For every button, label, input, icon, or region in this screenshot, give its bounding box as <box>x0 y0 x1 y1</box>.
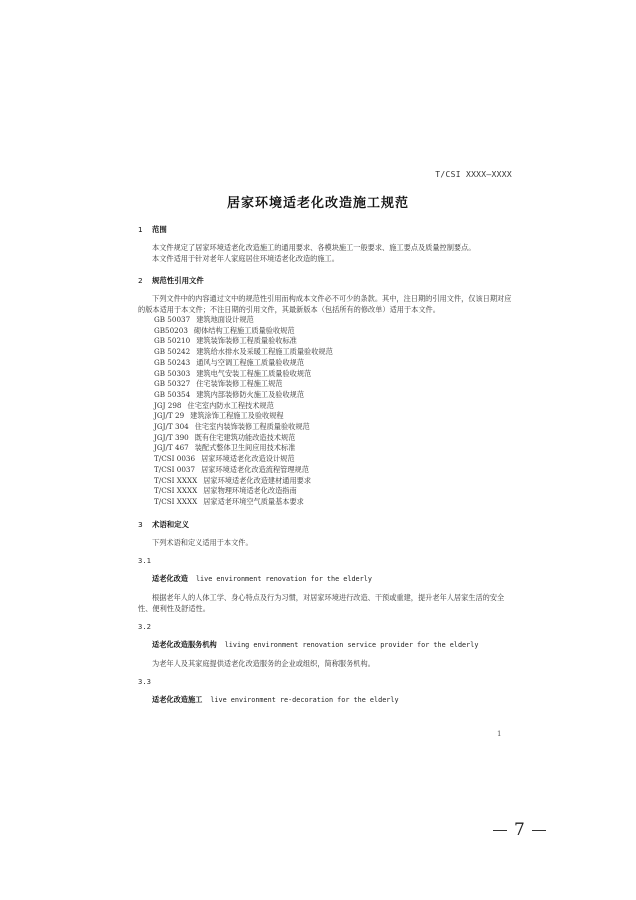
reference-name: 居家环境适老化改造流程管理规范 <box>201 464 309 474</box>
scope-paragraph-2: 本文件适用于针对老年人家庭居住环境适老化改造的施工。 <box>152 254 339 263</box>
reference-name: 建筑装饰装修工程质量验收标准 <box>196 336 297 346</box>
reference-name: 建筑地面设计规范 <box>196 315 254 324</box>
reference-item <box>154 465 516 476</box>
term-entry <box>152 639 516 651</box>
term-definition: 为老年人及其家庭提供适老化改造服务的企业或组织，简称服务机构。 <box>152 658 375 668</box>
reference-name: 住宅室内防水工程技术规范 <box>187 400 274 410</box>
reference-name: 既有住宅建筑功能改造技术规范 <box>194 432 296 442</box>
term-entry <box>152 573 516 585</box>
term-zh: 适老化改造 <box>152 573 188 583</box>
reference-item <box>154 315 516 326</box>
reference-item <box>154 379 516 390</box>
reference-name: 居家环境适老化改造建材通用要求 <box>203 475 312 485</box>
term-number: 3.3 <box>138 676 151 686</box>
reference-code: GB 50354 <box>154 389 191 399</box>
reference-item <box>154 486 516 497</box>
section-heading-scope <box>138 224 516 235</box>
reference-name: 建筑给水排水及采暖工程施工质量验收规范 <box>196 347 333 357</box>
reference-code: GB 50037 <box>154 315 191 324</box>
reference-name: 居家物理环境适老化改造指南 <box>203 486 297 496</box>
reference-code: JGJ/T 467 <box>154 443 189 453</box>
reference-code: JGJ/T 390 <box>154 432 189 442</box>
dash-right <box>532 830 546 831</box>
section-title: 规范性引用文件 <box>152 276 204 285</box>
term-zh: 适老化改造服务机构 <box>152 639 217 649</box>
reference-item <box>154 422 516 433</box>
reference-code: GB 50210 <box>154 336 191 346</box>
reference-code: GB50203 <box>154 325 188 335</box>
reference-item <box>154 443 516 454</box>
reference-item <box>154 347 516 358</box>
book-page-number <box>486 820 553 840</box>
reference-code: JGJ/T 29 <box>154 411 185 421</box>
section-title: 范围 <box>152 225 167 234</box>
reference-code: T/CSI XXXX <box>154 496 198 506</box>
reference-item <box>154 401 516 412</box>
reference-item <box>154 336 516 347</box>
term-number: 3.2 <box>138 621 151 631</box>
reference-code: GB 50242 <box>154 347 191 357</box>
reference-item <box>154 476 516 487</box>
reference-name: 居家适老环境空气质量基本要求 <box>203 496 304 506</box>
term-en: live environment renovation for the elderly <box>195 574 372 583</box>
reference-item <box>154 326 516 337</box>
book-page-value: 7 <box>514 820 525 840</box>
reference-code: T/CSI 0036 <box>154 454 196 464</box>
reference-name: 通风与空调工程施工质量验收规范 <box>196 357 305 367</box>
scope-paragraph-1: 本文件规定了居家环境适老化改造施工的通用要求、各模块施工一般要求、施工要点及质量控制要点。 <box>152 243 476 252</box>
references-intro: 下列文件中的内容通过文中的规范性引用而构成本文件必不可少的条款。其中，注日期的引用文件，仅该日期对应的版本适用于本文件；不注日期的引用文件，其最新版本（包括所有的修改单）适用于本文件。 <box>138 294 512 314</box>
reference-name: 建筑涂饰工程施工及验收规程 <box>190 411 284 421</box>
term-en: living environment renovation service provider for the elderly <box>224 640 479 649</box>
reference-code: JGJ/T 304 <box>154 422 189 432</box>
reference-name: 建筑电气安装工程施工质量验收规范 <box>196 368 312 378</box>
term-en: live environment re-decoration for the elderly <box>210 695 399 704</box>
reference-name: 建筑内部装修防火施工及验收规范 <box>196 389 305 399</box>
dash-left <box>493 830 507 831</box>
reference-item <box>154 497 516 508</box>
reference-item <box>154 369 516 380</box>
reference-code: T/CSI XXXX <box>154 475 198 485</box>
reference-item <box>154 390 516 401</box>
document-code: T/CSI XXXX—XXXX <box>435 170 512 179</box>
reference-name: 砌体结构工程施工质量验收规范 <box>193 325 295 335</box>
reference-item <box>154 358 516 369</box>
reference-code: T/CSI XXXX <box>154 486 198 496</box>
reference-item <box>154 454 516 465</box>
reference-code: T/CSI 0037 <box>154 464 196 474</box>
reference-item <box>154 433 516 444</box>
inner-page-number: 1 <box>497 730 502 738</box>
reference-name: 装配式整体卫生间应用技术标准 <box>194 443 296 453</box>
reference-code: JGJ 298 <box>154 400 182 410</box>
reference-item <box>154 411 516 422</box>
reference-code: GB 50243 <box>154 357 191 367</box>
section-number: 3 <box>138 519 143 529</box>
section-title: 术语和定义 <box>152 519 189 529</box>
terms-intro: 下列术语和定义适用于本文件。 <box>152 537 253 547</box>
reference-name: 居家环境适老化改造设计规范 <box>201 454 295 464</box>
reference-list <box>138 315 516 508</box>
section-number: 2 <box>138 276 143 285</box>
reference-name: 住宅装饰装修工程施工规范 <box>196 379 283 389</box>
reference-code: GB 50303 <box>154 368 191 378</box>
reference-name: 住宅室内装饰装修工程质量验收规范 <box>194 422 310 432</box>
term-definition: 根据老年人的人体工学、身心特点及行为习惯，对居家环境进行改造、干预或重建，提升老年人居家生活的安全性、便利性及舒适性。 <box>138 592 505 613</box>
section-heading-references <box>138 275 516 286</box>
section-number: 1 <box>138 225 143 234</box>
term-entry <box>152 694 516 706</box>
term-number: 3.1 <box>138 555 151 565</box>
document-title: 居家环境适老化改造施工规范 <box>226 196 409 211</box>
reference-code: GB 50327 <box>154 379 191 389</box>
term-zh: 适老化改造施工 <box>152 694 203 704</box>
document-body <box>138 224 516 706</box>
section-heading-terms <box>138 519 516 530</box>
